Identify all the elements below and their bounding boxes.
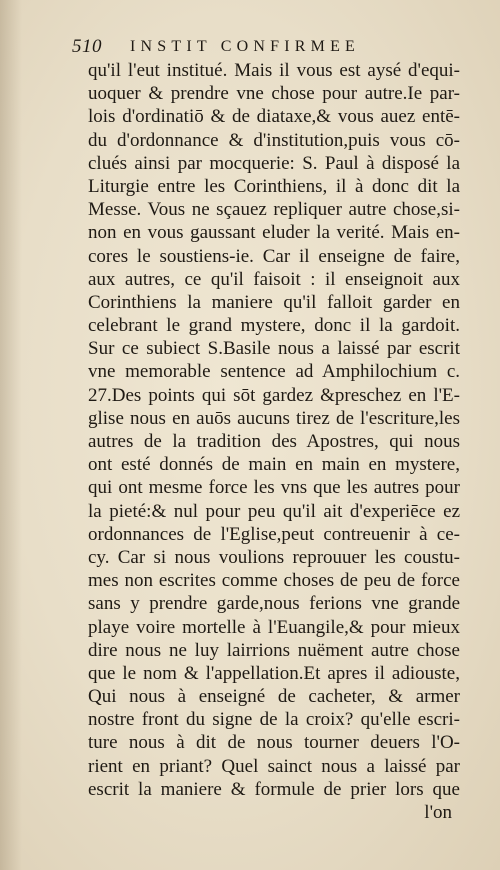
text-line: Liturgie entre les Corinthiens, il à donc dit la [88,175,460,197]
text-line: vne memorable sentence ad Amphilochium c. [88,361,460,383]
text-line-last: l'on [424,802,452,823]
text-line: ordonnances de l'Eglise,peut contreuenir à ce- [88,523,460,545]
text-line: qui ont mesme force les vns que les autres pour [88,477,460,499]
text-line: ont esté donnés de main en main en mystere, [88,454,460,476]
text-line: du d'ordonnance & d'institution,puis vous cō- [88,129,460,151]
text-line: lois d'ordinatiō & de diataxe,& vous auez entē- [88,106,460,128]
text-line: nostre front du signe de la croix? qu'elle escri- [88,709,460,731]
text-line: escrit la maniere & formule de prier lors que [88,778,460,800]
text-line: que le nom & l'appellation.Et apres il adiouste, [88,662,460,684]
text-line: cy. Car si nous voulions reprouuer les coustu- [88,546,460,568]
text-line: glise nous en auōs aucuns tirez de l'escriture,les [88,407,460,429]
text-line: clués ainsi par mocquerie: S. Paul à disposé la [88,152,460,174]
text-line: uoquer & prendre vne chose pour autre.Ie par- [88,83,460,105]
text-line: Qui nous à enseigné de cacheter, & armer [88,686,460,708]
text-line: Messe. Vous ne sçauez repliquer autre chose,si- [88,199,460,221]
text-line: Corinthiens la maniere qu'il falloit garder en [88,291,460,313]
text-line: Sur ce subiect S.Basile nous a laissé par escrit [88,338,460,360]
text-line: 27.Des points qui sōt gardez &preschez en l'E- [88,384,460,406]
text-line: ture nous à dit de nous tourner deuers l'O- [88,732,460,754]
text-line: autres de la tradition des Apostres, qui nous [88,431,460,452]
text-line: cores le soustiens-ie. Car il enseigne de faire, [88,245,460,267]
text-line: rient en priant? Quel sainct nous a laissé par [88,755,460,777]
page-header [72,36,472,58]
text-line: playe voire mortelle à l'Euangile,& pour mieux [88,616,460,638]
text-line: dire nous ne luy lairrions nuëment autre chose [88,639,460,661]
running-title: INSTIT CONFIRMEE [130,38,361,55]
text-line: qu'il l'eut institué. Mais il vous est aysé d'equi- [88,60,460,81]
text-line: la pieté:& nul pour peu qu'il ait d'experiēce ez [88,500,460,522]
body-text [88,59,460,824]
text-line: sans y prendre garde,nous ferions vne grande [88,593,460,615]
page-number: 510 [72,36,102,57]
text-line: mes non escrites comme choses de peu de force [88,570,460,592]
text-line: aux autres, ce qu'il faisoit : il enseignoit aux [88,268,460,290]
text-line: celebrant le grand mystere, donc il la gardoit. [88,315,460,337]
text-line: non en vous gaussant eluder la verité. Mais en- [88,222,460,244]
gutter-shadow [0,0,22,870]
